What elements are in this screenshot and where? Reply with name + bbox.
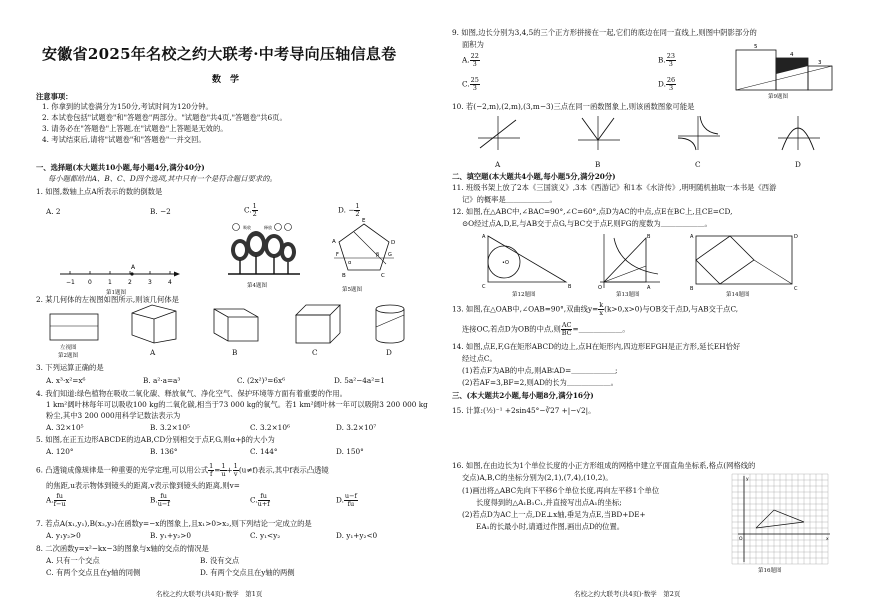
note-item: 3. 请务必在"答题卷"上答题,在"试题卷"上答题是无效的。 <box>42 124 228 133</box>
q5-option-b: B. 136° <box>150 447 178 456</box>
section-heading: 三、(本大题共2小题,每小题8分,满分16分) <box>452 391 594 400</box>
q7-option-c: C. y₁<y₂ <box>250 531 281 540</box>
svg-text:D: D <box>794 234 798 240</box>
q4-option-d: D. 3.2×10⁷ <box>336 423 377 432</box>
footer-right: 名校之约大联考(共4页)·数学 第2页 <box>574 590 681 598</box>
q1-stem: 1. 如图,数轴上点A所表示的数的倒数是 <box>36 187 163 196</box>
q8-option-c: C. 有两个交点且在y轴的同侧 <box>46 568 141 577</box>
q9-option-d: D. $\frac{26}{3}$ <box>658 76 676 92</box>
svg-text:3: 3 <box>148 279 152 286</box>
circle-triangle-figure <box>482 232 572 290</box>
svg-text:•O: •O <box>502 260 509 266</box>
graph-option-b <box>576 114 622 152</box>
q9-line2: 面积为 <box>462 40 484 49</box>
pentagon-figure <box>334 218 400 282</box>
q7-option-a: A. y₁y₂>0 <box>46 531 81 540</box>
svg-text:y: y <box>746 477 749 482</box>
q14-line4: (2)若AF=3,BF=2,则AD的长为＿＿＿＿＿＿。 <box>462 378 618 387</box>
q4-option-a: A. 32×10⁵ <box>46 423 84 432</box>
q13-line1: 13. 如图,在△OAB中,∠OAB=90°,双曲线y= $\frac{k}{x}$ (k>0,x>0)与OB交于点D,与AB交于点C, <box>452 301 739 317</box>
q4-line: 1 km²阔叶林每年可以吸收100 kg的二氧化碳,相当于73 000 kg的氧气。若1 km²阔叶林一年可以吸附3 200 000 kg <box>46 400 428 409</box>
q5-option-c: C. 144° <box>250 447 278 456</box>
svg-text:−1: −1 <box>66 279 75 286</box>
svg-text:A: A <box>131 264 136 271</box>
q6-line1: 6. 凸透镜成像规律是一种重要的光学定理,可以用公式 $\frac{1}{f}$ = $\frac{1}{u}$ + $\frac{1}{v}$ (u≠f)表示,其中f表示凸透镜 <box>36 462 329 478</box>
q3-option-d: D. 5a²−4a²=1 <box>334 376 385 385</box>
svg-text:吸收: 吸收 <box>243 225 251 230</box>
svg-text:O: O <box>598 285 602 291</box>
svg-text:O: O <box>739 537 743 542</box>
svg-text:B: B <box>690 286 694 292</box>
q13-caption: 第13题图 <box>616 292 640 298</box>
q2-caption: 第2题图 <box>58 353 78 359</box>
q2-stem: 2. 某几何体的左视图如图所示,则该几何体是 <box>36 295 179 304</box>
q11-line2: 记》的概率是＿＿＿＿＿＿。 <box>462 195 557 204</box>
q16-line6: EA₁的长最小时,请通过作图,画出点D的位置。 <box>476 522 625 531</box>
q2-option-d: D <box>386 348 392 357</box>
solid-option-d <box>370 303 410 345</box>
q1-caption: 第1题图 <box>106 290 126 296</box>
svg-text:A: A <box>690 234 694 240</box>
svg-text:B: B <box>568 284 572 290</box>
svg-text:4: 4 <box>168 279 172 286</box>
q16-line3: (1)画出将△ABC先向下平移6个单位长度,再向左平移1个单位 <box>462 486 660 495</box>
q5-caption: 第5题图 <box>342 287 362 293</box>
square-side-label: 3 <box>818 60 822 66</box>
q13-line2: 连接OC,若点D为OB的中点,则 $\frac{AC}{BC}$ =＿＿＿＿＿＿。 <box>462 321 630 337</box>
q3-option-c: C. (2x²)³=6x⁶ <box>237 376 286 385</box>
svg-text:D: D <box>391 240 396 246</box>
q9-option-a: A. $\frac{22}{3}$ <box>462 52 479 68</box>
q8-option-a: A. 只有一个交点 <box>46 556 100 565</box>
q10-option-d: D <box>795 160 801 169</box>
q9-option-b: B. $\frac{23}{3}$ <box>658 52 675 68</box>
q5-option-a: A. 120° <box>46 447 74 456</box>
q8-option-d: D. 有两个交点且在y轴的两侧 <box>200 568 295 577</box>
q7-stem: 7. 若点A(x₁,y₁),B(x₂,y₂)在函数y=−x的图象上,且x₁>0>x₂,则下列结论一定成立的是 <box>36 519 312 528</box>
svg-text:α: α <box>348 260 352 266</box>
q12-caption: 第12题图 <box>512 292 536 298</box>
q16-line4: 长度得到的△A₁B₁C₁,并直接写出点A₁的坐标; <box>476 498 622 507</box>
svg-text:B: B <box>647 234 651 240</box>
footer-left: 名校之约大联考(共4页)·数学 第1页 <box>156 590 263 598</box>
note-item: 1. 你拿到的试卷满分为150分,考试时间为120分钟。 <box>42 102 213 111</box>
rectangle-square-figure <box>690 232 800 290</box>
q6-option-c: C. $\frac{fu}{u+f}$ <box>250 492 270 508</box>
q14-line2: 经过点C。 <box>462 354 497 363</box>
q10-stem: 10. 若(−2,m),(2,m),(3,m−3)三点在同一函数图象上,则该函数图象可能是 <box>452 102 695 111</box>
svg-text:B: B <box>342 273 346 279</box>
svg-text:E: E <box>362 218 366 224</box>
note-item: 4. 考试结束后,请将"试题卷"和"答题卷"一并交回。 <box>42 135 206 144</box>
svg-text:释放: 释放 <box>264 225 272 230</box>
q6-option-a: A. $\frac{fu}{f-u}$ <box>46 492 66 508</box>
square-side-label: 5 <box>754 44 758 50</box>
q3-option-b: B. a²·a=a³ <box>143 376 181 385</box>
svg-text:0: 0 <box>88 279 92 286</box>
q4-line: 粉尘,其中3 200 000用科学记数法表示为 <box>46 411 181 420</box>
solid-option-c <box>292 303 344 345</box>
svg-text:2: 2 <box>128 279 132 286</box>
page-title: 安徽省2025年名校之约大联考·中考导向压轴信息卷 <box>42 45 397 63</box>
q1-option-c: C. $\frac{1}{2}$ <box>244 202 257 218</box>
svg-text:A: A <box>332 239 336 245</box>
q1-option-b: B. −2 <box>150 207 171 216</box>
q16-line1: 16. 如图,在由边长为1个单位长度的小正方形组成的网格中建立平面直角坐标系,格点(网格线的 <box>452 461 756 470</box>
q6-line2: 的焦距,u表示物体到镜头的距离,v表示像到镜头的距离,则v= <box>46 481 240 490</box>
hyperbola-figure <box>594 232 664 290</box>
graph-option-d <box>776 114 822 152</box>
q9-option-c: C. $\frac{25}{3}$ <box>462 76 479 92</box>
q5-stem: 5. 如图,在正五边形ABCDE的边AB,CD分别相交于点F,G,则α+β的大小为 <box>36 435 275 444</box>
q16-caption: 第16题图 <box>758 568 782 574</box>
q2-option-a: A <box>150 348 156 357</box>
svg-text:x: x <box>826 537 829 542</box>
section-heading: 二、填空题(本大题共4小题,每小题5分,满分20分) <box>452 172 616 181</box>
square-side-label: 4 <box>790 52 794 58</box>
section-intro: 每小题都给出A、B、C、D四个选项,其中只有一个是符合题目要求的。 <box>48 174 277 183</box>
svg-text:A: A <box>647 285 651 291</box>
svg-text:C: C <box>381 273 385 279</box>
q7-option-d: D. y₁+y₂<0 <box>336 531 378 540</box>
q1-option-a: A. 2 <box>46 207 61 216</box>
q2-option-b: B <box>232 348 238 357</box>
q16-line5: (2)若点D为AC上一点,DE⊥x轴,垂足为点E,当BD+DE+ <box>462 510 646 519</box>
svg-text:1: 1 <box>108 279 112 286</box>
graph-option-a <box>476 114 522 152</box>
q7-option-b: B. y₁+y₂>0 <box>150 531 191 540</box>
q9-line1: 9. 如图,边长分别为3,4,5的三个正方形拼接在一起,它们的底边在同一直线上,则图中阴影部分的 <box>452 28 757 37</box>
q6-option-d: D. $\frac{u-f}{fu}$ <box>336 492 357 508</box>
q10-option-a: A <box>495 160 501 169</box>
q10-option-c: C <box>695 160 701 169</box>
q8-stem: 8. 二次函数y=x²−kx−3的图象与x轴的交点的情况是 <box>36 544 209 553</box>
q4-line: 4. 我们知道:绿色植物在吸收二氧化碳、释放氧气、净化空气、保护环境等方面有着重要的作用。 <box>36 389 347 398</box>
svg-text:C: C <box>794 286 798 292</box>
graph-option-c <box>676 114 722 152</box>
q2-option-c: C <box>312 348 318 357</box>
svg-text:C: C <box>482 284 486 290</box>
q8-option-b: B. 没有交点 <box>200 556 240 565</box>
coordinate-grid-figure <box>728 474 832 564</box>
q16-line2: 交点)A,B,C的坐标分别为(2,1),(7,4),(10,2)。 <box>462 473 613 482</box>
section-heading: 一、选择题(本大题共10小题,每小题4分,满分40分) <box>36 163 205 172</box>
q3-stem: 3. 下列运算正确的是 <box>36 363 104 372</box>
q14-caption: 第14题图 <box>726 292 750 298</box>
solid-option-b <box>210 303 262 345</box>
q14-line1: 14. 如图,点E,F,G在矩形ABCD的边上,点H在矩形内,四边形EFGH是正方形,延长EH恰好 <box>452 342 741 351</box>
squares-figure <box>732 44 842 90</box>
svg-text:β: β <box>376 252 380 258</box>
q14-line3: (1)若点F为AB的中点,则AB∶AD=＿＿＿＿＿＿; <box>462 366 618 375</box>
trees-figure <box>228 222 300 278</box>
q4-option-b: B. 3.2×10⁵ <box>150 423 190 432</box>
q5-option-d: D. 150° <box>336 447 364 456</box>
subject-title: 数 学 <box>212 75 240 85</box>
left-view-label: 左视图 <box>60 345 77 351</box>
q1-option-d: D. − $\frac{1}{2}$ <box>338 202 360 218</box>
q12-line1: 12. 如图,在△ABC中,∠BAC=90°,∠C=60°,点D为AC的中点,点E在BC上,且CE=CD, <box>452 207 733 216</box>
q3-option-a: A. x³·x²=x⁶ <box>46 376 86 385</box>
q12-line2: ⊙O经过点A,D,E,与AB交于点G,与BC交于点F,则FG的度数为＿＿＿＿＿＿。 <box>462 219 712 228</box>
q9-caption: 第9题图 <box>768 94 788 100</box>
notes-heading: 注意事项： <box>36 92 73 101</box>
q4-caption: 第4题图 <box>247 283 267 289</box>
q15-stem: 15. 计算:(½)⁻¹ +2sin45°−∛27 +|−√2|。 <box>452 406 596 415</box>
svg-text:A: A <box>482 234 486 240</box>
svg-text:F: F <box>336 252 339 258</box>
svg-text:G: G <box>388 252 392 258</box>
q11-line1: 11. 班级书架上放了2本《三国演义》,3本《西游记》和1本《水浒传》,明明随机抽取一本书是《西游 <box>452 183 777 192</box>
solid-option-a <box>128 303 180 345</box>
q4-option-c: C. 3.2×10⁶ <box>250 423 290 432</box>
note-item: 2. 本试卷包括"试题卷"和"答题卷"两部分。"试题卷"共4页,"答题卷"共6页。 <box>42 113 287 122</box>
q10-option-b: B <box>595 160 601 169</box>
q6-option-b: B. $\frac{fu}{u-f}$ <box>150 492 170 508</box>
